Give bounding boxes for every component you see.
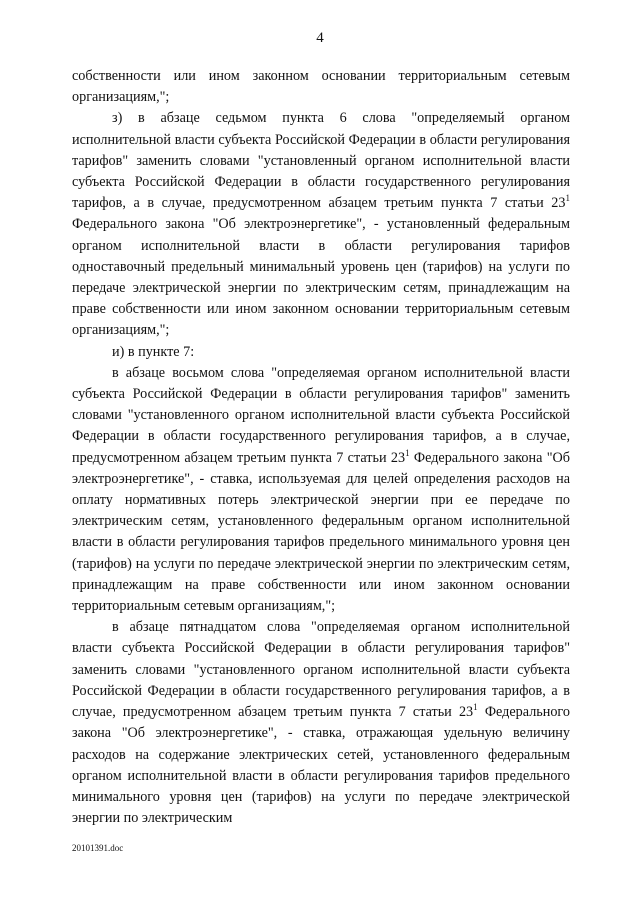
paragraph-text: Федерального закона "Об электроэнергетике", - установленный федеральным органом исполнительной власти в области регулирования тарифов одноставочный предельный минимальный уровень цен (тарифов) на услуги по передаче электрической энергии по электрическим сетям, принадлежащим на праве собственности или ином законном основании территориальным сетевым организациям,"; (72, 216, 570, 339)
paragraph-text: в абзаце пятнадцатом слова "определяемая органом исполнительной власти субъекта Российской Федерации в области регулирования тарифов" заменить словами "установленного органом исполнительной власти субъекта Российской Федерации в области государственного регулирования тарифов, а в случае, предусмотренном абзацем третьим пункта 7 статьи 23 (72, 619, 570, 721)
paragraph-text: в абзаце восьмом слова "определяемая органом исполнительной власти субъекта Российской Федерации в области регулирования тарифов" заменить словами "установленного органом исполнительной власти субъекта Российской Федерации в области государственного регулирования тарифов, а в случае, предусмотренном абзацем третьим пункта 7 статьи 23 (72, 364, 570, 466)
superscript: 1 (405, 447, 410, 458)
paragraph-item-z (72, 108, 570, 341)
paragraph-text: з) в абзаце седьмом пункта 6 слова "определяемый органом исполнительной власти субъекта Российской Федерации в области регулирования тарифов" заменить словами "установленный органом исполнительной власти субъекта Российской Федерации в области государственного регулирования тарифов, а в случае, предусмотренном абзацем третьим пункта 7 статьи 23 (72, 110, 570, 212)
paragraph-text: Федерального закона "Об электроэнергетике", - ставка, используемая для целей определения расходов на оплату нормативных потерь электрической энергии при ее передаче по электрическим сетям, установленного федеральным органом исполнительной власти в области регулирования тарифов предельного минимального уровня цен (тарифов) на услуги по передаче электрической энергии по электрическим сетям, принадлежащим на праве собственности или ином законном основании территориальным сетевым организациям,"; (72, 449, 570, 615)
paragraph-text: Федерального закона "Об электроэнергетике", - ставка, отражающая удельную величину расходов на содержание электрических сетей, установленного федеральным органом исполнительной власти в области регулирования тарифов предельного минимального уровня цен (тарифов) на услуги по передаче электрической энергии по электрическим (72, 704, 570, 827)
file-name-footer: 20101391.doc (72, 843, 124, 853)
document-body (72, 66, 570, 829)
paragraph-abzac-8 (72, 363, 570, 617)
paragraph-continuation: собственности или ином законном основании территориальным сетевым организациям,"; (72, 68, 570, 106)
superscript: 1 (473, 702, 478, 713)
superscript: 1 (565, 193, 570, 204)
paragraph-abzac-15 (72, 617, 570, 829)
paragraph-item-i: и) в пункте 7: (112, 343, 195, 360)
page-number: 4 (316, 30, 324, 46)
